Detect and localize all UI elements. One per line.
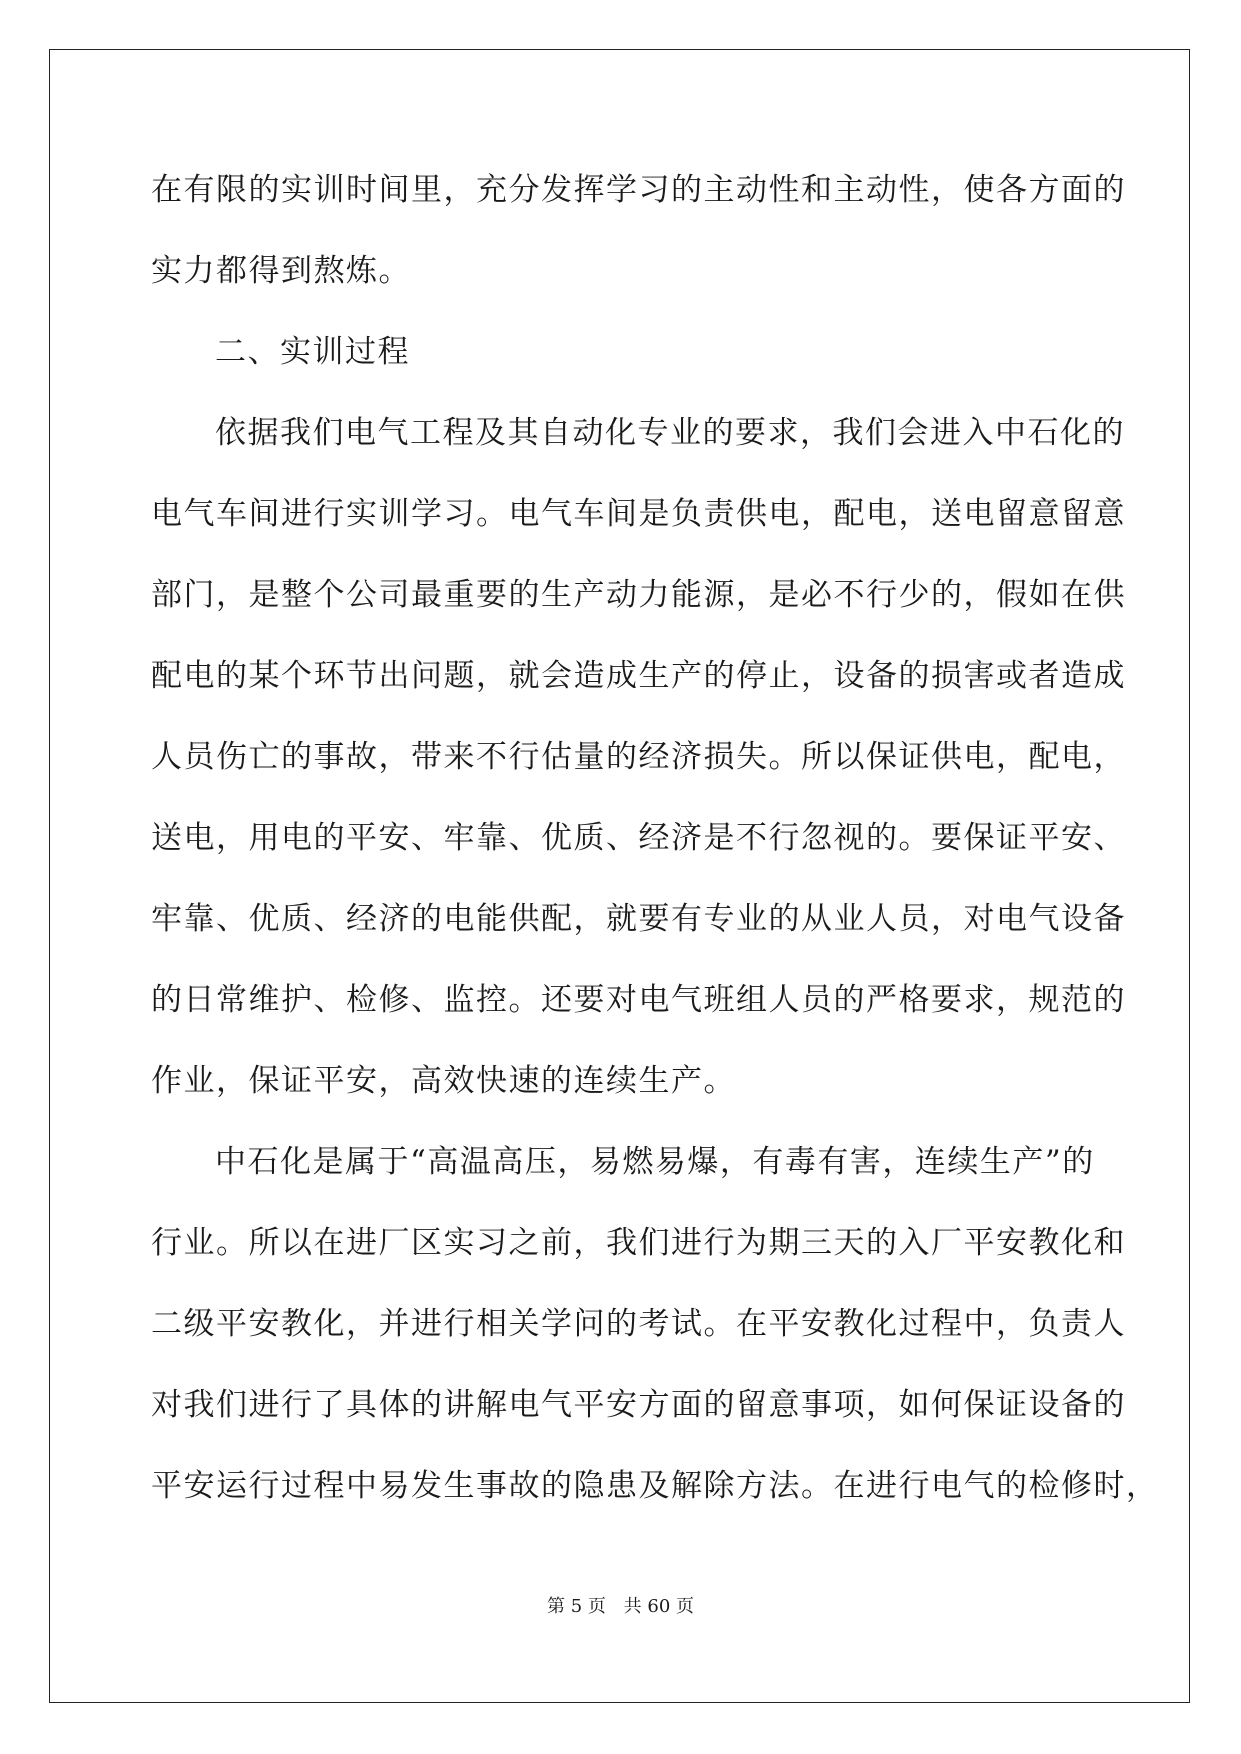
text-line: 实力都得到熬炼。 xyxy=(151,253,411,289)
text-line: 牢靠、优质、经济的电能供配，就要有专业的从业人员，对电气设备 xyxy=(151,901,1126,937)
text-line: 二级平安教化，并进行相关学问的考试。在平安教化过程中，负责人 xyxy=(151,1306,1126,1342)
page-footer xyxy=(0,1592,1241,1618)
body-text xyxy=(151,150,1159,1527)
page-total: 共 60 页 xyxy=(623,1596,694,1617)
text-line: 部门，是整个公司最重要的生产动力能源，是必不行少的，假如在供 xyxy=(151,577,1126,613)
text-line: 行业。所以在进厂区实习之前，我们进行为期三天的入厂平安教化和 xyxy=(151,1225,1126,1261)
text-line: 中石化是属于“高温高压，易燃易爆，有毒有害，连续生产”的 xyxy=(215,1144,1095,1180)
text-line: 配电的某个环节出问题，就会造成生产的停止，设备的损害或者造成 xyxy=(151,658,1126,694)
text-line: 平安运行过程中易发生事故的隐患及解除方法。在进行电气的检修时， xyxy=(151,1468,1159,1504)
text-line: 作业，保证平安，高效快速的连续生产。 xyxy=(151,1063,736,1099)
page-number: 第 5 页 xyxy=(547,1596,606,1617)
text-line: 的日常维护、检修、监控。还要对电气班组人员的严格要求，规范的 xyxy=(151,982,1126,1018)
text-line: 二、实训过程 xyxy=(215,334,410,370)
text-line: 人员伤亡的事故，带来不行估量的经济损失。所以保证供电，配电， xyxy=(151,739,1126,775)
text-line: 在有限的实训时间里，充分发挥学习的主动性和主动性，使各方面的 xyxy=(151,172,1126,208)
text-line: 电气车间进行实训学习。电气车间是负责供电，配电，送电留意留意 xyxy=(151,496,1126,532)
text-line: 对我们进行了具体的讲解电气平安方面的留意事项，如何保证设备的 xyxy=(151,1387,1126,1423)
text-line: 送电，用电的平安、牢靠、优质、经济是不行忽视的。要保证平安、 xyxy=(151,820,1126,856)
text-line: 依据我们电气工程及其自动化专业的要求，我们会进入中石化的 xyxy=(215,415,1125,451)
